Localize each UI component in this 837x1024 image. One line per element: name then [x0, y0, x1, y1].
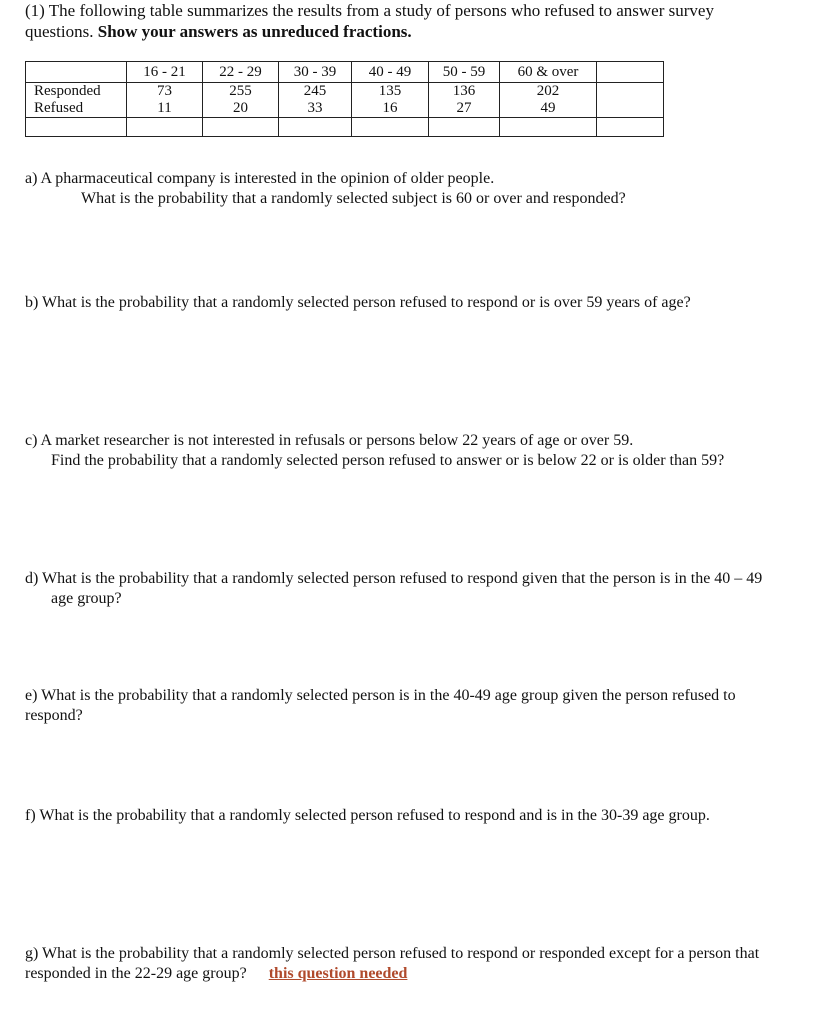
- table-cell: 27: [429, 100, 500, 118]
- table-cell: [203, 118, 279, 137]
- question-g-text: responded in the 22-29 age group?: [25, 965, 247, 982]
- question-a-line-2: What is the probability that a randomly selected subject is 60 or over and responded?: [81, 190, 626, 207]
- header-cell: 22 - 29: [203, 62, 279, 83]
- question-c: [25, 431, 825, 471]
- header-cell: [26, 62, 127, 83]
- table-cell: 245: [279, 83, 352, 101]
- table-cell: 20: [203, 100, 279, 118]
- table-cell: [429, 118, 500, 137]
- question-g-line-1: g) What is the probability that a randomly selected person refused to respond or responded except for a person that: [25, 945, 760, 962]
- question-g-line-2: [25, 964, 830, 984]
- survey-table: [25, 61, 664, 137]
- question-e-line-1: e) What is the probability that a randomly selected person is in the 40-49 age group given the person refused to: [25, 687, 736, 704]
- question-e: [25, 686, 825, 726]
- intro-line-2: [25, 21, 815, 42]
- table-cell: 33: [279, 100, 352, 118]
- header-cell: [597, 62, 664, 83]
- question-g: [25, 944, 830, 984]
- table-cell: [500, 118, 597, 137]
- table-cell: [352, 118, 429, 137]
- table-cell: 135: [352, 83, 429, 101]
- question-c-line-2: Find the probability that a randomly selected person refused to answer or is below 22 or is older than 59?: [51, 452, 725, 469]
- header-cell: 30 - 39: [279, 62, 352, 83]
- table-cell: 255: [203, 83, 279, 101]
- row-label: Refused: [26, 100, 127, 118]
- question-d-line-1: d) What is the probability that a randomly selected person refused to respond given that the person is in the 40 – 49: [25, 570, 763, 587]
- question-f: f) What is the probability that a randomly selected person refused to respond and is in the 30-39 age group.: [25, 807, 710, 824]
- intro-plain: questions.: [25, 22, 94, 41]
- table-cell: 11: [127, 100, 203, 118]
- row-label: [26, 118, 127, 137]
- row-label: Responded: [26, 83, 127, 101]
- header-cell: 40 - 49: [352, 62, 429, 83]
- question-e-line-2: respond?: [25, 707, 83, 724]
- table-cell: [127, 118, 203, 137]
- question-c-line-1: c) A market researcher is not interested in refusals or persons below 22 years of age or over 59.: [25, 432, 634, 449]
- table-cell: [279, 118, 352, 137]
- question-d-line-2: age group?: [51, 590, 122, 607]
- table-cell: 73: [127, 83, 203, 101]
- question-needed-link[interactable]: this question needed: [268, 965, 408, 982]
- table-cell: [597, 100, 664, 118]
- table-cell: [597, 83, 664, 101]
- table-row: [26, 83, 664, 101]
- header-cell: 50 - 59: [429, 62, 500, 83]
- question-b: b) What is the probability that a randomly selected person refused to respond or is over 59 years of age?: [25, 294, 691, 311]
- table-cell: 202: [500, 83, 597, 101]
- intro-text: [25, 0, 815, 42]
- table-cell: 16: [352, 100, 429, 118]
- header-cell: 60 & over: [500, 62, 597, 83]
- table-cell: [597, 118, 664, 137]
- question-a-line-1: a) A pharmaceutical company is interested in the opinion of older people.: [25, 170, 495, 187]
- question-a: [25, 169, 825, 209]
- header-cell: 16 - 21: [127, 62, 203, 83]
- table-cell: 136: [429, 83, 500, 101]
- table-row: [26, 100, 664, 118]
- table-row: [26, 118, 664, 137]
- table-cell: 49: [500, 100, 597, 118]
- intro-instruction: Show your answers as unreduced fractions.: [97, 22, 412, 41]
- question-d: [25, 569, 825, 609]
- table-header-row: [26, 62, 664, 83]
- intro-line-1: (1) The following table summarizes the results from a study of persons who refused to answer survey: [25, 1, 714, 20]
